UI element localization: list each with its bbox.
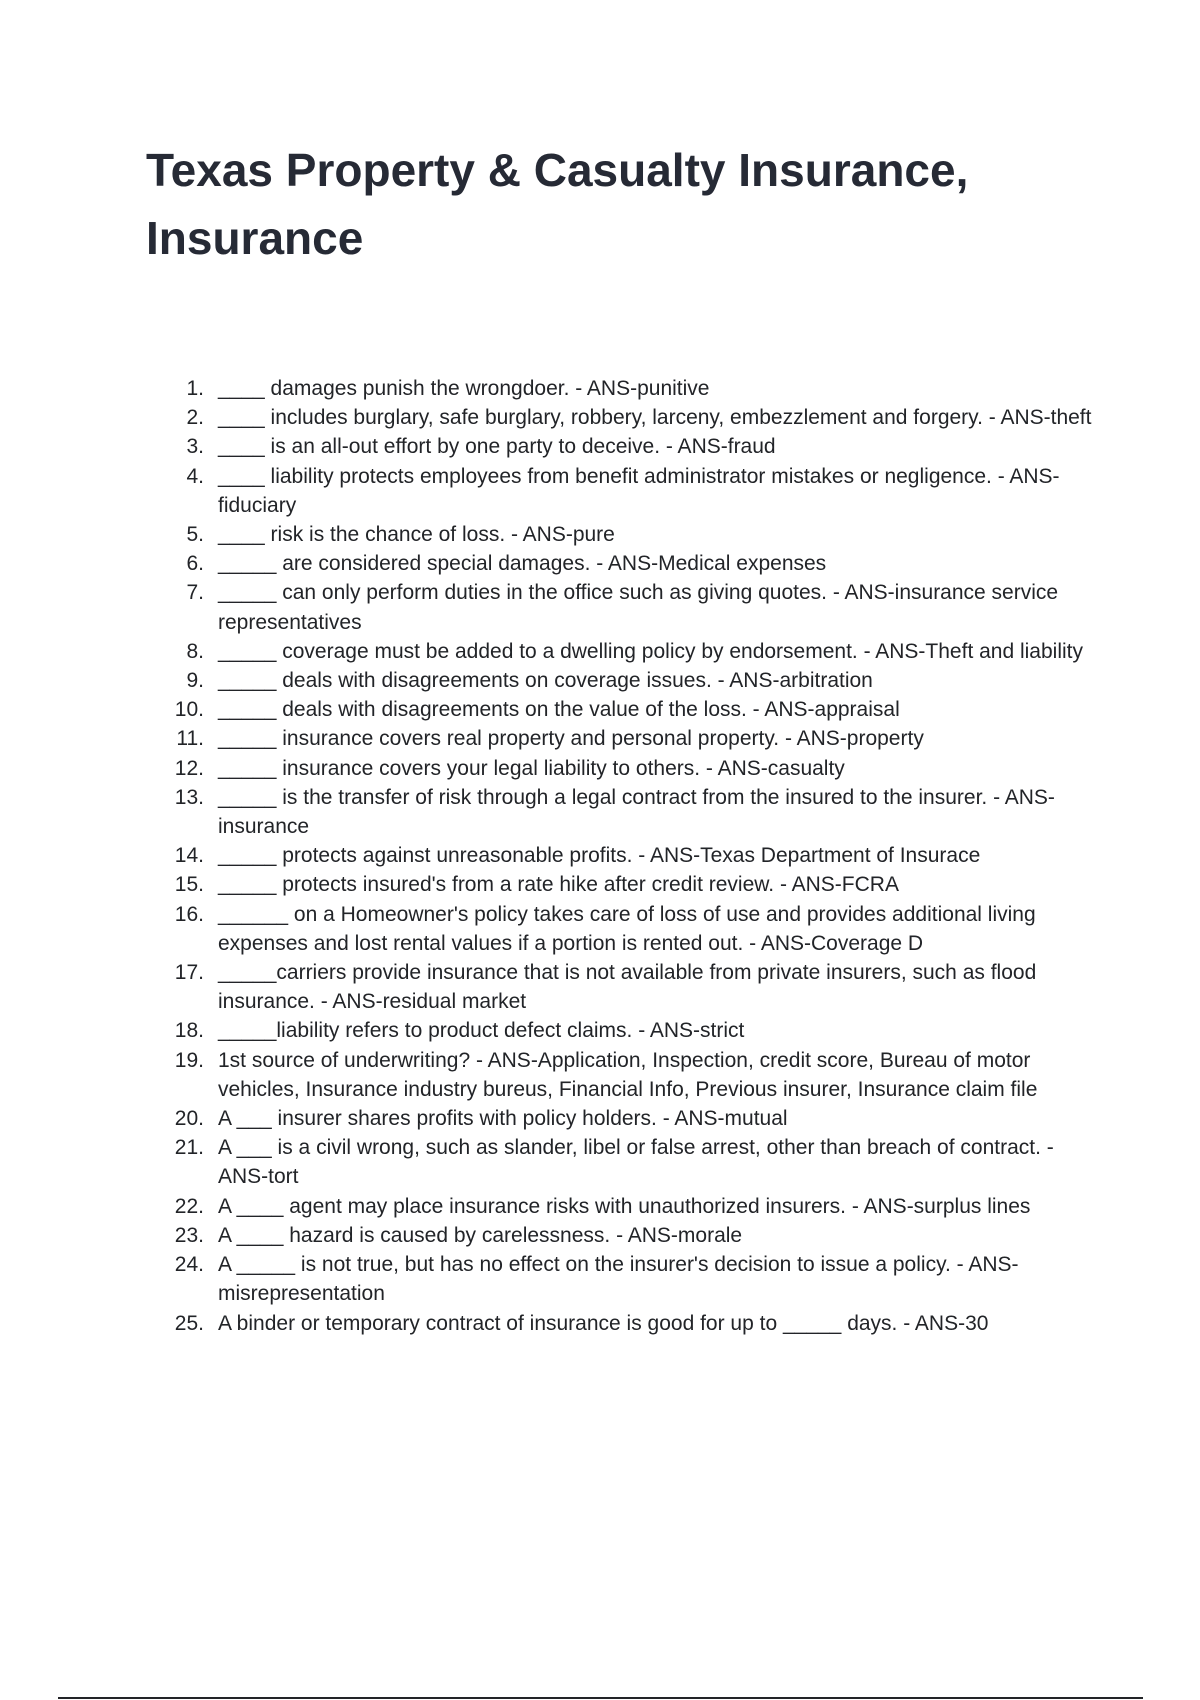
list-item-number: 20. — [174, 1107, 204, 1131]
footer-divider — [58, 1697, 1143, 1699]
list-item-number: 19. — [174, 1048, 204, 1072]
list-item-number: 12. — [174, 756, 204, 780]
list-item-text: _____ protects against unreasonable profits. - ANS-Texas Department of Insurace — [218, 844, 981, 868]
list-item — [0, 1046, 1098, 1104]
list-item-text: _____ deals with disagreements on the value of the loss. - ANS-appraisal — [218, 698, 900, 722]
list-item-number: 3. — [186, 435, 204, 459]
list-item-text: _____ is the transfer of risk through a legal contract from the insured to the insurer. - ANS-insurance — [218, 785, 1055, 839]
list-item-number: 23. — [174, 1223, 204, 1247]
list-item-text: A ___ insurer shares profits with policy holders. - ANS-mutual — [218, 1107, 788, 1131]
list-item-number: 8. — [186, 639, 204, 663]
list-item — [0, 841, 1098, 870]
list-item — [0, 462, 1098, 520]
list-item — [0, 1104, 1098, 1133]
list-item-text: ____ includes burglary, safe burglary, robbery, larceny, embezzlement and forgery. - ANS-theft — [218, 406, 1092, 430]
list-item-text: _____carriers provide insurance that is not available from private insurers, such as flood insurance. - ANS-residual market — [218, 961, 1037, 1014]
list-item — [0, 1221, 1098, 1250]
list-item — [0, 724, 1098, 753]
list-item-number: 14. — [174, 844, 204, 868]
list-item-number: 24. — [174, 1253, 204, 1277]
list-item-number: 16. — [174, 902, 204, 926]
list-item — [0, 783, 1098, 841]
list-item — [0, 695, 1098, 724]
list-item — [0, 374, 1098, 403]
list-item — [0, 900, 1098, 958]
list-item-number: 7. — [186, 581, 204, 605]
list-item — [0, 1250, 1098, 1308]
list-item — [0, 1192, 1098, 1221]
list-item-text: ____ damages punish the wrongdoer. - ANS-punitive — [218, 377, 710, 400]
list-item — [0, 666, 1098, 695]
list-item-number: 18. — [174, 1019, 204, 1043]
list-item-text: _____ deals with disagreements on coverage issues. - ANS-arbitration — [218, 669, 873, 693]
list-item — [0, 549, 1098, 578]
list-item-text: A ____ hazard is caused by carelessness. - ANS-morale — [218, 1223, 743, 1247]
list-item-text: ____ liability protects employees from benefit administrator mistakes or negligence. - ANS-fiduciary — [218, 464, 1060, 517]
list-item-number: 15. — [174, 873, 204, 897]
list-item-text: 1st source of underwriting? - ANS-Application, Inspection, credit score, Bureau of motor vehicles, Insurance industry bureus, Financial Info, Previous insurer, Insurance claim file — [218, 1048, 1038, 1101]
list-item — [0, 637, 1098, 666]
list-item-text: ______ on a Homeowner's policy takes care of loss of use and provides additional living expenses and lost rental values if a portion is rented out. - ANS-Coverage D — [218, 902, 1036, 955]
list-item-text: ____ is an all-out effort by one party to deceive. - ANS-fraud — [218, 435, 776, 459]
list-item — [0, 1133, 1098, 1191]
list-item-text: _____ can only perform duties in the office such as giving quotes. - ANS-insurance service representatives — [218, 581, 1059, 634]
list-item-number: 2. — [186, 406, 204, 430]
list-item-text: _____ are considered special damages. - ANS-Medical expenses — [218, 552, 827, 576]
list-item — [0, 403, 1098, 432]
list-item-text: A ____ agent may place insurance risks with unauthorized insurers. - ANS-surplus lines — [218, 1194, 1031, 1218]
list-item-number: 13. — [174, 785, 204, 809]
list-item-number: 11. — [176, 727, 204, 751]
list-item-text: _____ insurance covers your legal liability to others. - ANS-casualty — [218, 756, 845, 780]
document-title: Texas Property & Casualty Insurance, Insurance — [146, 144, 969, 264]
list-item-number: 25. — [174, 1311, 204, 1335]
list-item-text: _____ insurance covers real property and personal property. - ANS-property — [218, 727, 924, 751]
list-item-number: 6. — [186, 552, 204, 576]
list-item-number: 17. — [174, 961, 204, 985]
list-item-number: 9. — [186, 669, 204, 693]
list-item-text: _____ protects insured's from a rate hike after credit review. - ANS-FCRA — [218, 873, 899, 897]
list-item-number: 1. — [186, 377, 204, 400]
list-item-text: A binder or temporary contract of insurance is good for up to _____ days. - ANS-30 — [218, 1311, 989, 1335]
list-item-text: _____ coverage must be added to a dwelling policy by endorsement. - ANS-Theft and liability — [218, 639, 1083, 663]
list-item-text: ____ risk is the chance of loss. - ANS-pure — [218, 523, 615, 547]
list-item — [0, 432, 1098, 461]
list-item — [0, 1309, 1098, 1338]
list-item — [0, 578, 1098, 636]
list-item — [0, 870, 1098, 899]
list-item — [0, 754, 1098, 783]
list-item-number: 10. — [174, 698, 204, 722]
list-item-number: 21. — [174, 1136, 204, 1160]
list-item — [0, 1016, 1098, 1045]
list-item-text: A ___ is a civil wrong, such as slander, libel or false arrest, other than breach of contract. - ANS-tort — [218, 1136, 1054, 1189]
list-item-number: 5. — [186, 523, 204, 547]
list-item-number: 22. — [174, 1194, 204, 1218]
question-answer-list — [0, 374, 1200, 1338]
list-item-text: A _____ is not true, but has no effect on the insurer's decision to issue a policy. - ANS-misrepresentation — [218, 1253, 1019, 1306]
list-item — [0, 520, 1098, 549]
list-item-text: _____liability refers to product defect claims. - ANS-strict — [218, 1019, 745, 1043]
list-item — [0, 958, 1098, 1016]
list-item-number: 4. — [186, 464, 204, 488]
